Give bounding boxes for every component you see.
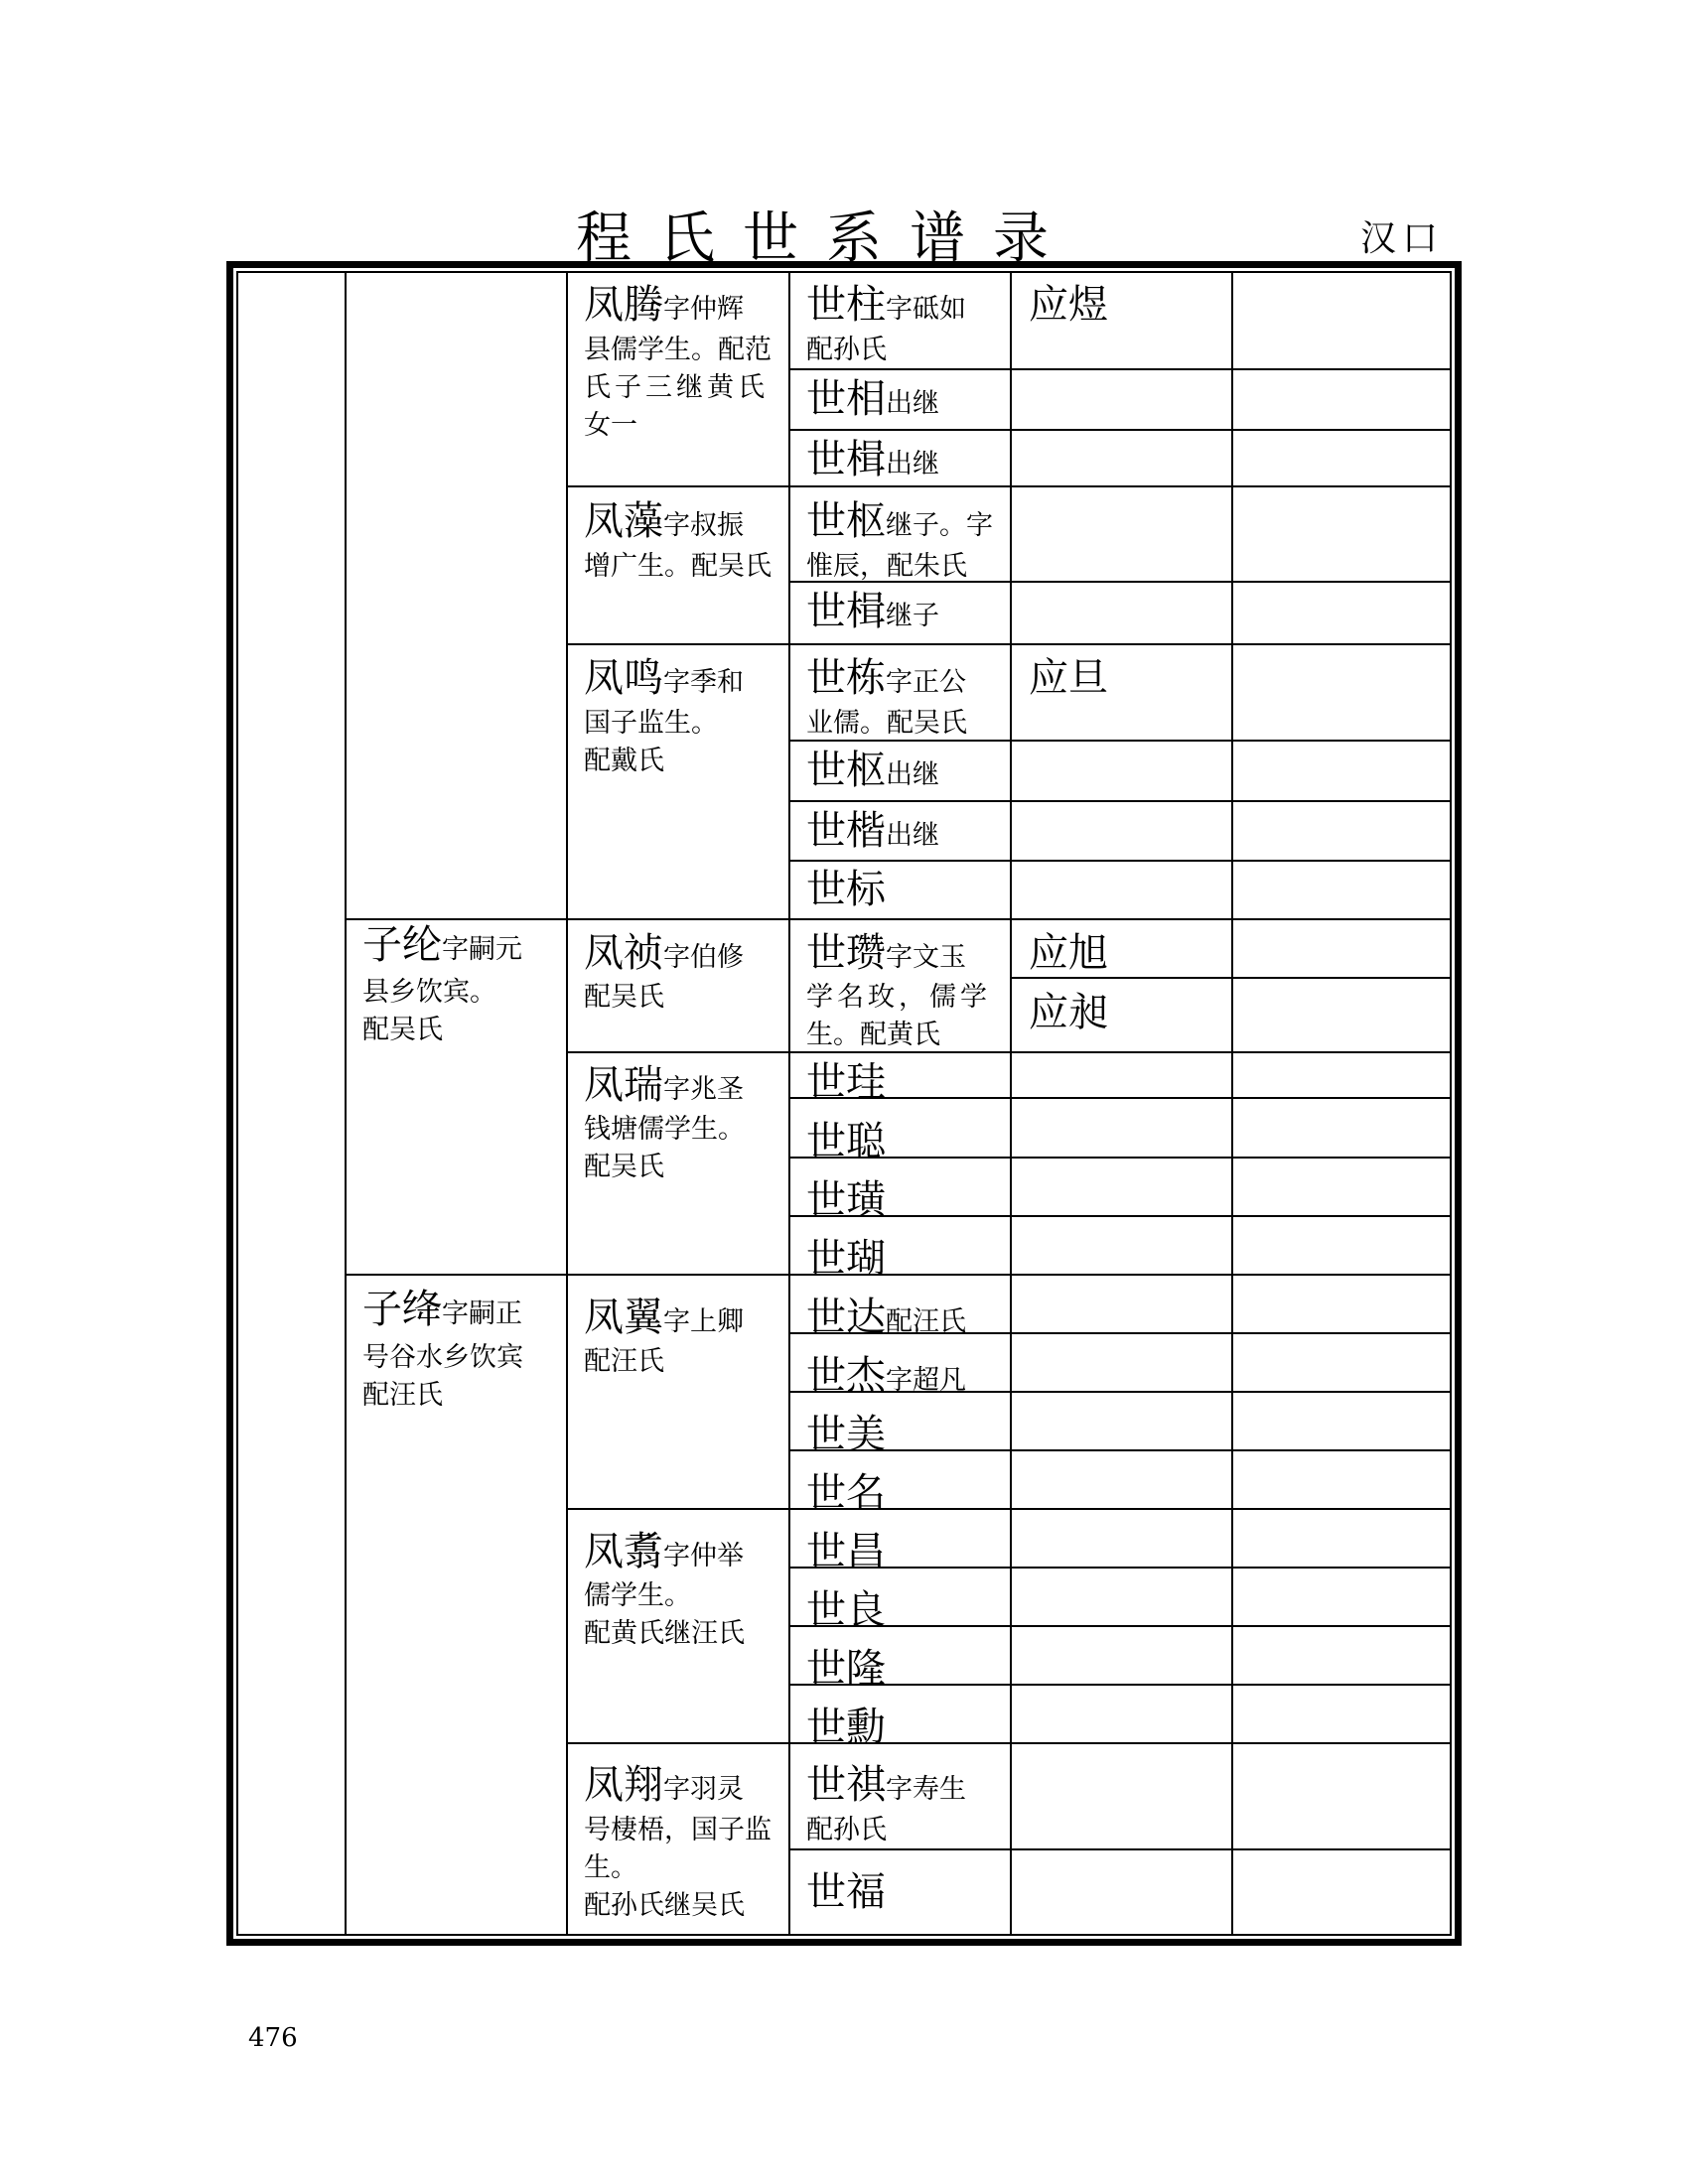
person-ying-chang: 应昶 (1029, 990, 1108, 1035)
row-divider (568, 1508, 1450, 1510)
person-note-line: 配吴氏 (584, 982, 664, 1013)
row-divider (790, 1157, 1450, 1159)
person-note-line: 县儒学生。配范 (584, 335, 772, 365)
row-divider (568, 485, 1450, 487)
person-note: 字羽灵 (663, 1774, 744, 1805)
person-note-line: 配吴氏 (584, 1152, 664, 1182)
person-note-line: 号棲梧，国子监 (584, 1815, 772, 1845)
person-name: 世柱 (806, 282, 886, 328)
person-note-line: 配孙氏继吴氏 (584, 1890, 745, 1921)
person-note: 继子。字 (886, 510, 993, 541)
person-note-line: 钱塘儒学生。 (584, 1114, 745, 1145)
person-name: 世楫 (806, 437, 886, 482)
person-note-line: 配汪氏 (584, 1346, 664, 1377)
person-note: 出继 (886, 820, 939, 851)
person-name: 凤翔 (584, 1762, 663, 1808)
person-note: 出继 (886, 759, 939, 790)
person-name: 凤翥 (584, 1529, 663, 1574)
person-note: 字伯修 (663, 942, 744, 973)
row-divider (568, 1742, 1450, 1744)
person-ying-yu: 应煜 (1029, 282, 1108, 328)
person-note: 字仲举 (663, 1541, 744, 1571)
person-note-line: 国子监生。 (584, 708, 718, 739)
person-note-line: 儒学生。 (584, 1580, 691, 1611)
person-name: 子绛 (362, 1287, 442, 1332)
person-shi-fu: 世福 (806, 1869, 886, 1915)
row-divider (790, 1684, 1450, 1686)
row-divider (790, 1625, 1450, 1627)
person-name: 世栋 (806, 655, 886, 701)
row-divider (790, 429, 1450, 431)
person-shi-xiang (806, 376, 939, 422)
person-shi-ji-adopted (806, 589, 939, 634)
person-note-line: 配孙氏 (806, 335, 887, 365)
person-note-line: 配戴氏 (584, 746, 664, 776)
person-note-line: 配孙氏 (806, 1815, 887, 1845)
person-note-line: 业儒。配吴氏 (806, 708, 967, 739)
person-note-line: 配汪氏 (362, 1380, 443, 1411)
person-name: 世瓒 (806, 930, 886, 976)
person-note: 继子 (886, 601, 939, 631)
person-shi-xun: 世勳 (806, 1705, 886, 1750)
row-divider (790, 1097, 1450, 1099)
row-divider (1012, 977, 1450, 979)
person-note: 配汪氏 (886, 1306, 966, 1337)
row-divider (347, 1274, 1450, 1276)
person-note: 字仲辉 (663, 294, 744, 325)
row-divider (568, 643, 1450, 645)
person-note-line: 氏子三继黄氏 (584, 372, 769, 403)
person-note-line: 县乡饮宾。 (362, 977, 496, 1008)
person-note: 字正公 (886, 667, 966, 698)
person-shi-ming: 世名 (806, 1470, 886, 1516)
person-shi-kai (806, 808, 939, 854)
person-ying-xu: 应旭 (1029, 930, 1108, 976)
person-name: 世达 (806, 1295, 886, 1340)
person-note: 字兆圣 (663, 1074, 744, 1105)
person-shi-jie (806, 1353, 966, 1399)
person-note-line: 增广生。配吴氏 (584, 551, 772, 582)
person-name: 凤鸣 (584, 655, 663, 701)
person-note-line: 号谷水乡饮宾 (362, 1342, 523, 1373)
row-divider (790, 1449, 1450, 1451)
person-note: 出继 (886, 449, 939, 479)
person-name: 世相 (806, 376, 886, 422)
person-note-line: 生。 (584, 1852, 637, 1883)
row-divider (790, 860, 1450, 862)
person-shi-biao: 世标 (806, 867, 886, 912)
person-note-line: 配吴氏 (362, 1015, 443, 1045)
person-name: 凤祯 (584, 930, 663, 976)
person-note: 字季和 (663, 667, 744, 698)
person-note: 字叔振 (663, 510, 744, 541)
person-name: 世祺 (806, 1762, 886, 1808)
person-note-line: 女一 (584, 410, 637, 441)
person-note-line: 学名玫，儒学 (806, 982, 991, 1013)
row-divider (790, 1215, 1450, 1217)
person-name: 凤瑞 (584, 1062, 663, 1108)
row-divider (347, 918, 1450, 920)
page-number: 476 (248, 2023, 298, 2053)
person-note: 字砥如 (886, 294, 966, 325)
person-shi-gui: 世珪 (806, 1059, 886, 1105)
person-note: 出继 (886, 388, 939, 419)
person-note: 字上卿 (663, 1306, 744, 1337)
person-note-line: 惟辰，配朱氏 (806, 551, 967, 582)
page-title: 程氏世系谱录 (576, 206, 1076, 271)
person-note: 字寿生 (886, 1774, 966, 1805)
person-name: 子纶 (362, 922, 442, 968)
person-name: 凤翼 (584, 1295, 663, 1340)
person-name: 凤腾 (584, 282, 663, 328)
column-divider (566, 273, 568, 1934)
person-shi-shu-out (806, 748, 939, 793)
person-name: 世楫 (806, 589, 886, 634)
person-name: 凤藻 (584, 498, 663, 544)
person-note-line: 配黄氏继汪氏 (584, 1618, 745, 1649)
person-name: 世杰 (806, 1353, 886, 1399)
person-name: 世枢 (806, 748, 886, 793)
row-divider (568, 1051, 1450, 1053)
person-note: 字文玉 (886, 942, 966, 973)
row-divider (790, 800, 1450, 802)
person-note-line: 生。配黄氏 (806, 1020, 940, 1050)
place-label: 汉口 (1360, 218, 1445, 259)
person-note: 字超凡 (886, 1365, 966, 1396)
row-divider (790, 1567, 1450, 1569)
row-divider (790, 1848, 1450, 1850)
person-shi-da (806, 1295, 966, 1340)
person-shi-cong: 世聪 (806, 1119, 886, 1164)
person-shi-long: 世隆 (806, 1646, 886, 1692)
person-ying-dan: 应旦 (1029, 655, 1108, 701)
person-shi-hu: 世瑚 (806, 1236, 886, 1282)
row-divider (790, 368, 1450, 370)
person-shi-ji (806, 437, 939, 482)
column-divider (345, 273, 347, 1934)
person-shi-huang: 世璜 (806, 1177, 886, 1223)
person-name: 世枢 (806, 498, 886, 544)
person-shi-chang: 世昌 (806, 1529, 886, 1574)
person-shi-mei: 世美 (806, 1412, 886, 1457)
person-shi-liang: 世良 (806, 1587, 886, 1633)
person-note: 字嗣元 (442, 934, 522, 965)
person-note: 字嗣正 (442, 1298, 522, 1329)
person-name: 世楷 (806, 808, 886, 854)
